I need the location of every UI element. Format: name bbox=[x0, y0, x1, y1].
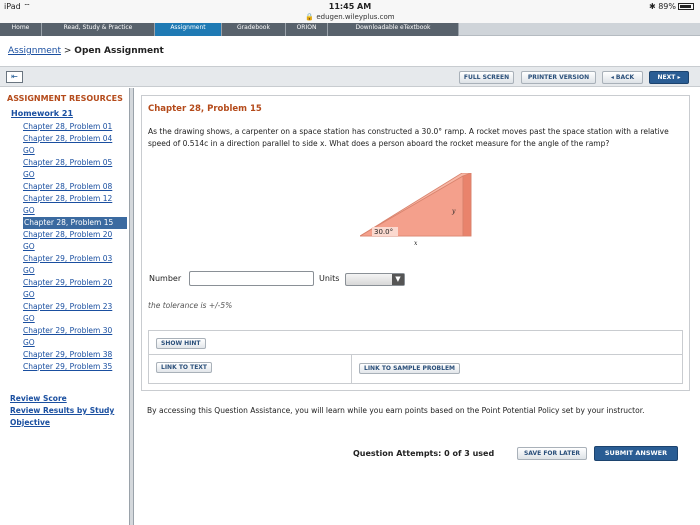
problem-link[interactable]: Chapter 28, Problem 04 bbox=[23, 134, 113, 143]
go-link[interactable]: GO bbox=[23, 290, 35, 299]
side-x-label: x bbox=[414, 240, 418, 247]
problem-link[interactable]: Chapter 28, Problem 20 bbox=[23, 230, 113, 239]
go-link[interactable]: GO bbox=[23, 146, 35, 155]
next-button[interactable]: NEXT ▸ bbox=[649, 71, 689, 84]
sidebar-divider[interactable] bbox=[129, 88, 134, 525]
ios-status-bar bbox=[0, 0, 700, 13]
tab-read-study-practice[interactable]: Read, Study & Practice bbox=[42, 23, 155, 36]
breadcrumb-assignment-link[interactable]: Assignment bbox=[8, 46, 61, 56]
assignment-toolbar bbox=[0, 66, 700, 87]
go-link[interactable]: GO bbox=[23, 266, 35, 275]
problem-item-current bbox=[23, 217, 127, 229]
problem-item bbox=[23, 229, 127, 253]
collapse-arrow-icon: ⇤ bbox=[11, 72, 18, 81]
problem-link[interactable]: Chapter 29, Problem 30 bbox=[23, 326, 113, 335]
tolerance-note: the tolerance is +/-5% bbox=[148, 301, 233, 310]
top-navigation bbox=[0, 23, 700, 36]
problem-link[interactable]: Chapter 29, Problem 35 bbox=[23, 362, 113, 371]
wifi-icon: ⌔ bbox=[23, 2, 31, 11]
problem-item bbox=[23, 301, 127, 325]
problem-link[interactable]: Chapter 28, Problem 08 bbox=[23, 182, 113, 191]
chevron-down-icon: ▼ bbox=[392, 274, 404, 285]
problem-link[interactable]: Chapter 29, Problem 20 bbox=[23, 278, 113, 287]
full-screen-button[interactable]: FULL SCREEN bbox=[459, 71, 514, 84]
go-link[interactable]: GO bbox=[23, 314, 35, 323]
breadcrumb bbox=[8, 46, 164, 56]
problem-item bbox=[23, 133, 127, 157]
ramp-side-face bbox=[463, 173, 471, 236]
assignment-resources-sidebar bbox=[0, 88, 130, 525]
problem-link[interactable]: Chapter 28, Problem 12 bbox=[23, 194, 113, 203]
assistance-row-hint bbox=[149, 331, 682, 355]
review-score-link[interactable]: Review Score bbox=[10, 394, 67, 403]
bluetooth-icon: ✱ bbox=[648, 2, 656, 11]
tab-gradebook[interactable]: Gradebook bbox=[222, 23, 286, 36]
problem-link[interactable]: Chapter 28, Problem 01 bbox=[23, 122, 113, 131]
review-links bbox=[10, 393, 128, 429]
problem-panel bbox=[141, 95, 690, 391]
back-button[interactable]: ◂ BACK bbox=[602, 71, 643, 84]
lock-icon: 🔒 bbox=[305, 13, 315, 21]
tab-home[interactable]: Home bbox=[0, 23, 42, 36]
resources-title: ASSIGNMENT RESOURCES bbox=[7, 94, 123, 103]
question-assistance-box bbox=[148, 330, 683, 384]
save-for-later-button[interactable]: SAVE FOR LATER bbox=[517, 447, 587, 460]
breadcrumb-current: Open Assignment bbox=[74, 46, 164, 56]
go-link[interactable]: GO bbox=[23, 338, 35, 347]
battery-indicator: ✱ 89% bbox=[649, 2, 694, 11]
units-label: Units bbox=[319, 274, 340, 283]
go-link[interactable]: GO bbox=[23, 242, 35, 251]
problem-item bbox=[23, 349, 127, 361]
breadcrumb-separator: > bbox=[63, 46, 72, 56]
go-link[interactable]: GO bbox=[23, 206, 35, 215]
review-results-link[interactable]: Review Results by Study Objective bbox=[10, 406, 115, 427]
problem-title: Chapter 28, Problem 15 bbox=[148, 104, 262, 114]
problem-link[interactable]: Chapter 29, Problem 23 bbox=[23, 302, 113, 311]
problem-item bbox=[23, 325, 127, 349]
answer-row bbox=[149, 271, 569, 291]
tab-downloadable-etextbook[interactable]: Downloadable eTextbook bbox=[328, 23, 459, 36]
number-input[interactable] bbox=[189, 271, 314, 286]
submit-answer-button[interactable]: SUBMIT ANSWER bbox=[594, 446, 678, 461]
tab-assignment[interactable]: Assignment bbox=[155, 23, 222, 36]
problem-item bbox=[23, 361, 127, 373]
device-label: iPad ⌔ bbox=[4, 2, 31, 11]
problem-link[interactable]: Chapter 29, Problem 38 bbox=[23, 350, 113, 359]
problem-item bbox=[23, 277, 127, 301]
problem-item bbox=[23, 157, 127, 181]
problem-list bbox=[23, 121, 127, 373]
url-bar[interactable]: 🔒 edugen.wileyplus.com bbox=[0, 13, 700, 23]
problem-link[interactable]: Chapter 28, Problem 05 bbox=[23, 158, 113, 167]
go-link[interactable]: GO bbox=[23, 170, 35, 179]
angle-label: 30.0° bbox=[374, 228, 394, 236]
link-to-sample-problem-button[interactable]: LINK TO SAMPLE PROBLEM bbox=[359, 363, 460, 374]
link-to-text-button[interactable]: LINK TO TEXT bbox=[156, 362, 212, 373]
ramp-figure bbox=[360, 173, 476, 249]
battery-icon bbox=[678, 3, 694, 10]
homework-link[interactable]: Homework 21 bbox=[11, 109, 74, 118]
question-attempts: Question Attempts: 0 of 3 used bbox=[353, 449, 495, 458]
collapse-sidebar-button[interactable] bbox=[6, 71, 23, 83]
problem-link[interactable]: Chapter 29, Problem 03 bbox=[23, 254, 113, 263]
units-dropdown[interactable] bbox=[345, 273, 405, 286]
side-y-label: y bbox=[452, 208, 456, 215]
problem-item bbox=[23, 253, 127, 277]
tab-orion[interactable]: ORION bbox=[286, 23, 328, 36]
problem-item bbox=[23, 121, 127, 133]
problem-text: As the drawing shows, a carpenter on a space station has constructed a 30.0° ramp. A rocket moves past the space station with a relative speed of 0.514c in a direction parallel to side x. What does a person aboard the rocket measure for the angle of the ramp? bbox=[148, 127, 669, 148]
number-label: Number bbox=[149, 274, 182, 283]
problem-item bbox=[23, 181, 127, 193]
clock: 11:45 AM bbox=[328, 2, 372, 11]
assistance-note: By accessing this Question Assistance, you will learn while you earn points based on the Point Potential Policy set by your instructor. bbox=[147, 406, 645, 415]
assistance-separator bbox=[351, 355, 352, 383]
printer-version-button[interactable]: PRINTER VERSION bbox=[521, 71, 596, 84]
problem-link-current[interactable]: Chapter 28, Problem 15 bbox=[23, 217, 127, 229]
show-hint-button[interactable]: SHOW HINT bbox=[156, 338, 206, 349]
problem-item bbox=[23, 193, 127, 217]
